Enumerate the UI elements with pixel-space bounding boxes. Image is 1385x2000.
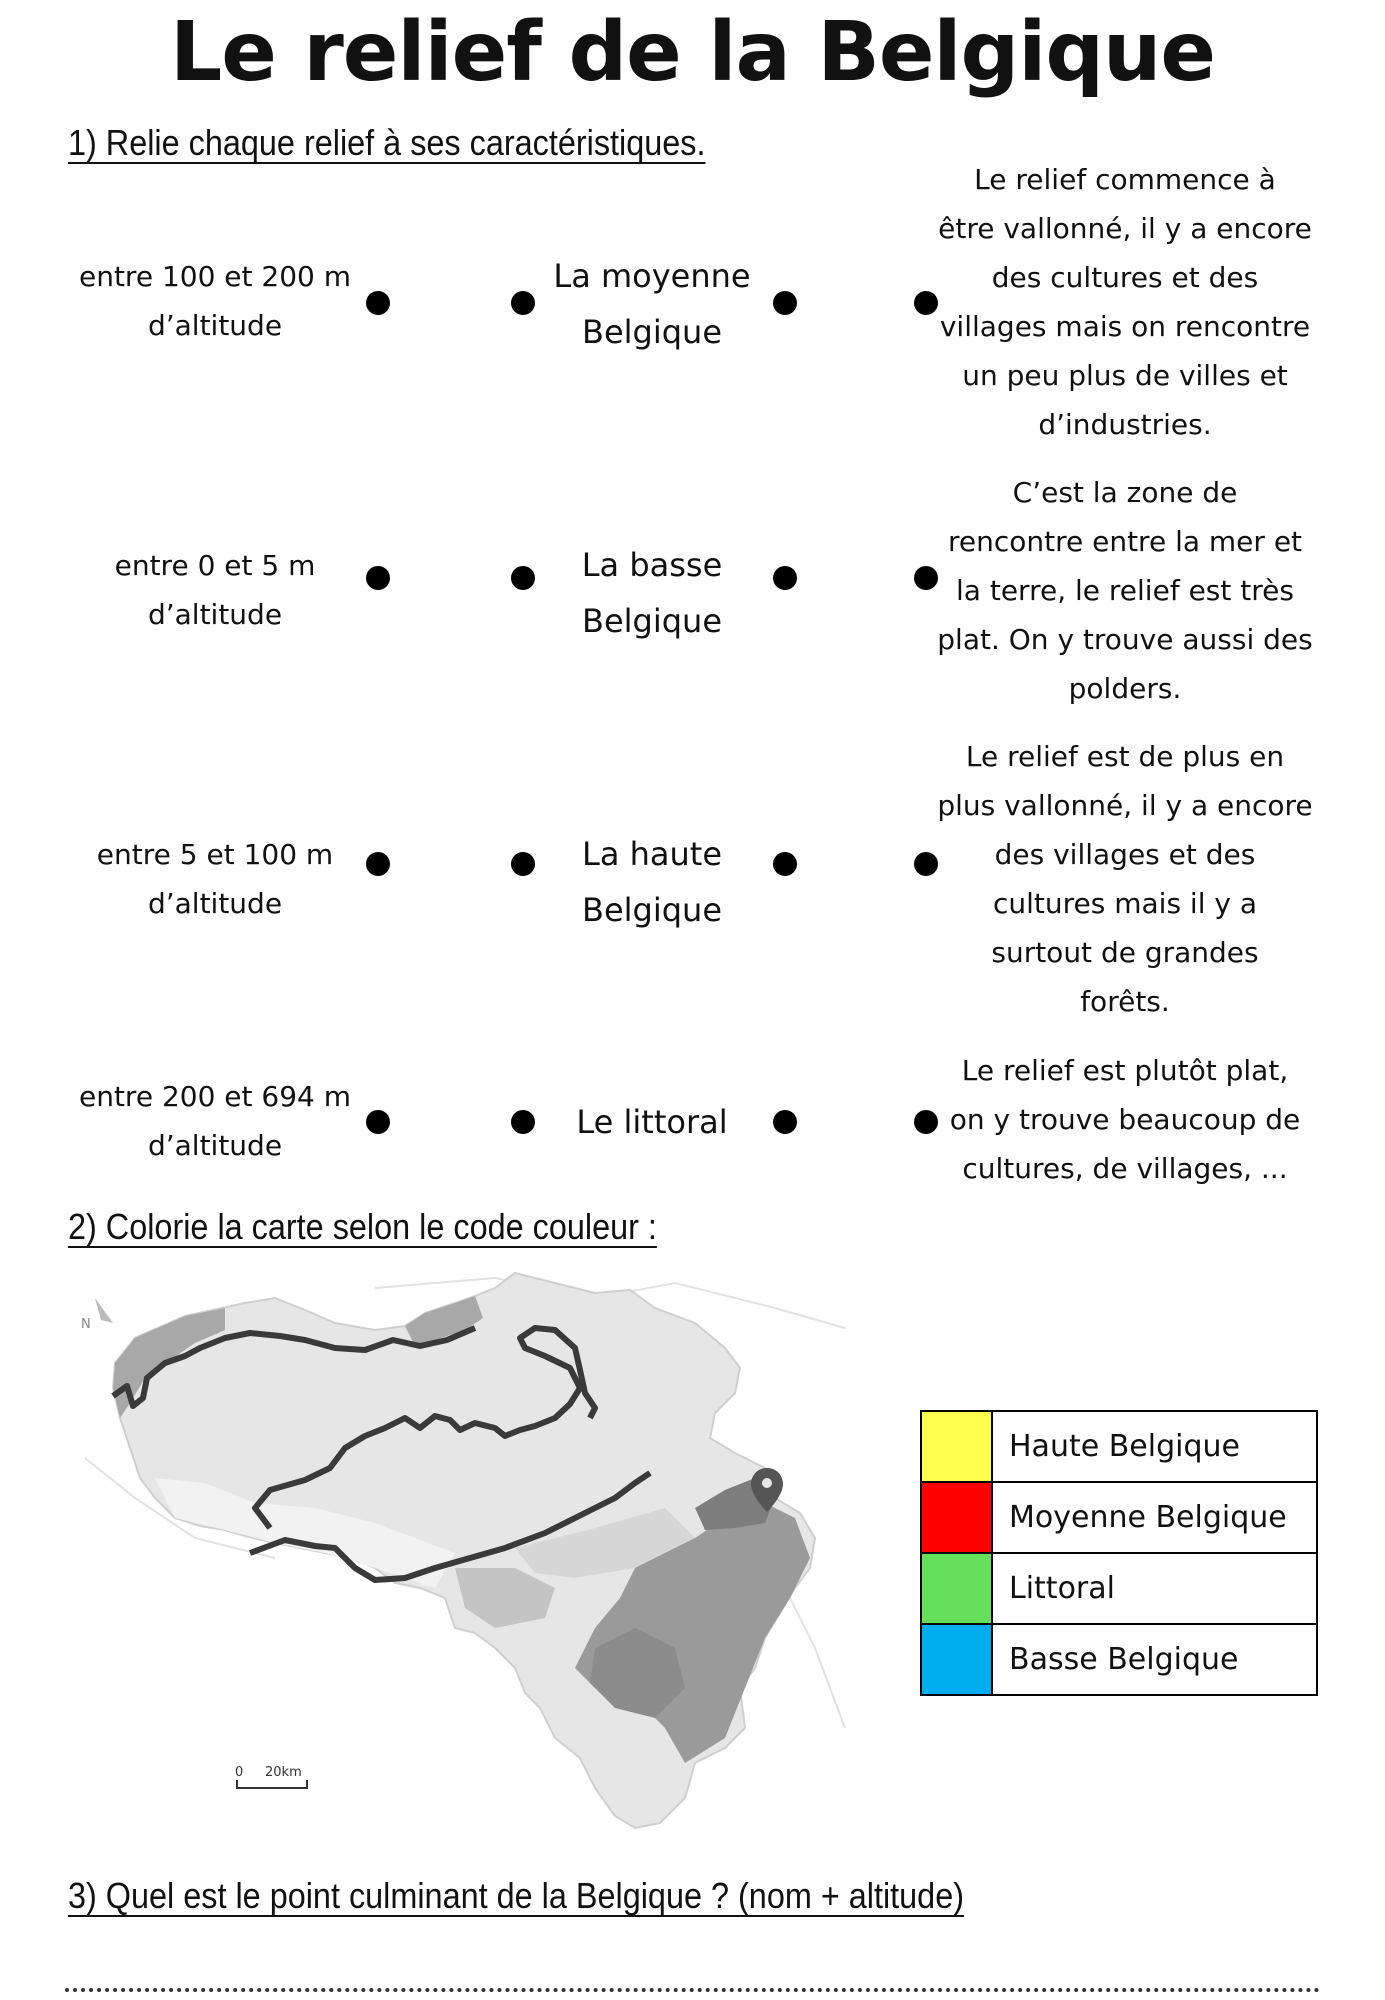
description-line: d’industries. <box>1038 408 1212 441</box>
connection-dot[interactable] <box>914 1110 938 1134</box>
description-line: la terre, le relief est très <box>956 574 1294 607</box>
connection-dot[interactable] <box>511 291 535 315</box>
connection-dot[interactable] <box>773 852 797 876</box>
description-line: cultures mais il y a <box>992 887 1258 920</box>
region-line: La basse <box>581 546 723 584</box>
region-line: Le littoral <box>576 1103 728 1141</box>
description-line: plat. On y trouve aussi des <box>937 623 1313 656</box>
description-line: polders. <box>1068 672 1182 705</box>
legend-label: Littoral <box>992 1553 1317 1624</box>
legend-swatch <box>921 1553 992 1624</box>
altitude-line: entre 0 et 5 m <box>114 549 316 582</box>
legend-swatch <box>921 1482 992 1553</box>
altitude-item <box>60 1072 370 1170</box>
description-line: C’est la zone de <box>1012 476 1238 509</box>
description-item <box>930 732 1320 1026</box>
exercise-1-heading: 1) Relie chaque relief à ses caractéristiques. <box>68 122 706 163</box>
scale-zero-label: 0 <box>235 1765 244 1780</box>
connection-dot[interactable] <box>511 1110 535 1134</box>
exercise-3-heading: 3) Quel est le point culminant de la Belgique ? (nom + altitude) <box>68 1875 965 1916</box>
description-line: cultures, de villages, ... <box>962 1152 1288 1185</box>
description-line: forêts. <box>1080 985 1170 1018</box>
legend-row <box>921 1624 1317 1695</box>
connection-dot[interactable] <box>773 291 797 315</box>
connection-dot[interactable] <box>914 852 938 876</box>
belgium-map[interactable] <box>75 1268 855 1848</box>
altitude-line: entre 200 et 694 m <box>78 1080 352 1113</box>
altitude-item <box>60 830 370 928</box>
region-line: La haute <box>581 835 722 873</box>
altitude-line: entre 5 et 100 m <box>96 838 334 871</box>
region-item <box>540 826 764 938</box>
region-line: Belgique <box>581 313 722 351</box>
connection-dot[interactable] <box>773 1110 797 1134</box>
color-legend <box>920 1410 1318 1696</box>
north-label: N <box>81 1317 91 1332</box>
description-line: Le relief commence à <box>974 163 1276 196</box>
connection-dot[interactable] <box>914 291 938 315</box>
connection-dot[interactable] <box>914 566 938 590</box>
description-line: des villages et des <box>994 838 1256 871</box>
altitude-line: d’altitude <box>147 887 283 920</box>
region-item <box>540 1094 764 1150</box>
region-line: La moyenne <box>553 257 751 295</box>
description-item <box>930 1046 1320 1193</box>
description-line: Le relief est de plus en <box>965 740 1285 773</box>
region-item <box>540 537 764 649</box>
description-line: être vallonné, il y a encore <box>938 212 1312 245</box>
description-line: un peu plus de villes et <box>962 359 1288 392</box>
description-item <box>930 155 1320 449</box>
region-line: Belgique <box>581 891 722 929</box>
page-title: Le relief de la Belgique <box>169 5 1216 100</box>
legend-row <box>921 1411 1317 1482</box>
description-line: des cultures et des <box>991 261 1259 294</box>
connection-dot[interactable] <box>773 566 797 590</box>
exercise-2-heading: 2) Colorie la carte selon le code couleur : <box>68 1206 657 1247</box>
connection-dot[interactable] <box>366 566 390 590</box>
legend-label: Haute Belgique <box>992 1411 1317 1482</box>
description-line: surtout de grandes <box>991 936 1259 969</box>
description-line: on y trouve beaucoup de <box>949 1103 1301 1136</box>
description-item <box>930 468 1320 713</box>
region-line: Belgique <box>581 602 722 640</box>
legend-swatch <box>921 1624 992 1695</box>
region-item <box>540 248 764 360</box>
description-line: plus vallonné, il y a encore <box>937 789 1313 822</box>
legend-label: Basse Belgique <box>992 1624 1317 1695</box>
description-line: villages mais on rencontre <box>939 310 1311 343</box>
altitude-line: d’altitude <box>147 309 283 342</box>
connection-dot[interactable] <box>366 852 390 876</box>
description-line: Le relief est plutôt plat, <box>961 1054 1289 1087</box>
altitude-item <box>60 541 370 639</box>
altitude-line: d’altitude <box>147 598 283 631</box>
legend-row <box>921 1553 1317 1624</box>
altitude-item <box>60 252 370 350</box>
legend-row <box>921 1482 1317 1553</box>
connection-dot[interactable] <box>366 1110 390 1134</box>
description-line: rencontre entre la mer et <box>947 525 1303 558</box>
legend-label: Moyenne Belgique <box>992 1482 1317 1553</box>
connection-dot[interactable] <box>366 291 390 315</box>
connection-dot[interactable] <box>511 852 535 876</box>
answer-line[interactable] <box>65 1988 1320 1992</box>
connection-dot[interactable] <box>511 566 535 590</box>
altitude-line: d’altitude <box>147 1129 283 1162</box>
scale-distance-label: 20km <box>265 1765 302 1780</box>
legend-swatch <box>921 1411 992 1482</box>
altitude-line: entre 100 et 200 m <box>78 260 352 293</box>
